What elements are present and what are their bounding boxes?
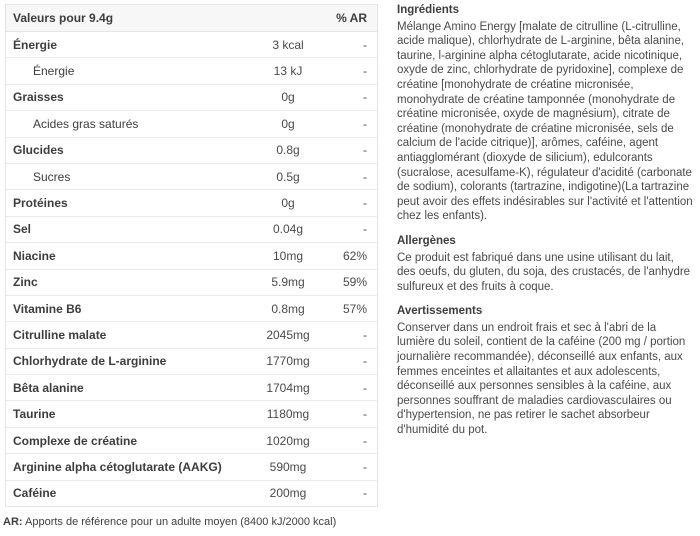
table-row bbox=[6, 296, 377, 322]
row-label: Zinc bbox=[13, 275, 38, 290]
section-heading: Avertissements bbox=[397, 305, 483, 318]
footnote-text: Apports de référence pour un adulte moyen (8400 kJ/2000 kcal) bbox=[25, 516, 337, 529]
row-ar-percent: - bbox=[363, 380, 367, 395]
row-ar-percent: - bbox=[363, 354, 367, 369]
row-ar-percent: - bbox=[363, 143, 367, 158]
row-label: Complexe de créatine bbox=[13, 433, 138, 448]
table-row bbox=[6, 375, 377, 401]
row-value: 5.9mg bbox=[271, 275, 305, 290]
table-header-ar: % AR bbox=[336, 11, 367, 25]
table-row bbox=[6, 58, 377, 84]
row-label: Protéines bbox=[13, 196, 68, 211]
row-value: 200mg bbox=[269, 486, 307, 501]
table-row bbox=[6, 322, 377, 348]
table-body bbox=[6, 32, 377, 507]
row-value: 0g bbox=[281, 90, 295, 105]
row-value: 2045mg bbox=[266, 327, 310, 342]
row-ar-percent: - bbox=[363, 90, 367, 105]
row-ar-percent: 62% bbox=[342, 248, 367, 263]
table-row bbox=[6, 138, 377, 164]
section-heading: Ingrédients bbox=[397, 4, 459, 16]
table-row bbox=[6, 164, 377, 190]
nutrition-table bbox=[5, 4, 378, 507]
row-ar-percent: 57% bbox=[342, 301, 367, 316]
table-row bbox=[6, 349, 377, 375]
row-label: Énergie bbox=[13, 37, 58, 52]
row-value: 0g bbox=[281, 196, 295, 211]
row-ar-percent: - bbox=[363, 433, 367, 448]
row-ar-percent: - bbox=[363, 116, 367, 131]
row-label: Chlorhydrate de L-arginine bbox=[13, 354, 167, 369]
row-ar-percent: 59% bbox=[342, 275, 367, 290]
section-body: Mélange Amino Energy [malate de citrulline (L-citrulline, acide malique), chlorhydrate de L-arginine, bêta alanine, taurine, l-arginine alpha cétoglutarate, acide nicotinique, oxyde de zinc, chlorhydrate de pyridoxine], complexe de créatine [monohydrate de créatine micronisée, monohydrate de créatine tamponnée (monohydrate de créatine micronisée, oxyde de magnésium), citrate de créatine (monohydrate de créatine micronisée, sels de calcium de l'acide citrique)], arômes, caféine, agent antiagglomérant (dioxyde de silicium), edulcorants (sucralose, acesulfame-K), régulateur d'acidité (carbonate de sodium), colorants (tartrazine, indigotine)(La tartrazine peut avoir des effets indésirables sur l'activité et l'attention chez les enfants). bbox=[397, 20, 693, 223]
nutrition-panel bbox=[5, 4, 378, 528]
table-row bbox=[6, 401, 377, 427]
table-header-label: Valeurs pour 9.4g bbox=[13, 11, 114, 25]
row-label: Graisses bbox=[13, 90, 64, 105]
row-value: 3 kcal bbox=[272, 37, 304, 52]
row-label: Bêta alanine bbox=[13, 380, 84, 395]
section-heading: Allergènes bbox=[397, 234, 456, 247]
table-row bbox=[6, 243, 377, 269]
row-ar-percent: - bbox=[363, 459, 367, 474]
row-label: Acides gras saturés bbox=[33, 116, 139, 131]
footnote-label: AR: bbox=[3, 516, 23, 529]
row-label: Niacine bbox=[13, 248, 56, 263]
row-ar-percent: - bbox=[363, 407, 367, 422]
table-row bbox=[6, 428, 377, 454]
table-row bbox=[6, 32, 377, 58]
table-footnote bbox=[3, 516, 378, 528]
section-body: Conserver dans un endroit frais et sec à l'abri de la lumière du soleil, contient de la caféine (200 mg / portion journalière recommandée), déconseillé aux enfants, aux femmes enceintes et allaitantes et aux adolescents, déconseillé aux personnes sensibles à la caféine, aux personnes souffrant de maladies cardiovasculaires ou d'hypertension, ne pas retirer le sachet absorbeur d'humidité du pot. bbox=[397, 321, 686, 437]
row-ar-percent: - bbox=[363, 64, 367, 79]
row-ar-percent: - bbox=[363, 196, 367, 211]
table-row bbox=[6, 111, 377, 137]
info-section bbox=[397, 3, 694, 224]
row-value: 0.8g bbox=[276, 143, 300, 158]
row-value: 13 kJ bbox=[273, 64, 303, 79]
table-row bbox=[6, 85, 377, 111]
row-label: Glucides bbox=[13, 143, 64, 158]
table-row bbox=[6, 190, 377, 216]
row-value: 10mg bbox=[272, 248, 304, 263]
row-ar-percent: - bbox=[363, 37, 367, 52]
row-ar-percent: - bbox=[363, 222, 367, 237]
row-value: 590mg bbox=[269, 459, 307, 474]
table-header-row bbox=[6, 5, 377, 32]
row-label: Taurine bbox=[13, 407, 56, 422]
row-label: Citrulline malate bbox=[13, 327, 107, 342]
row-label: Sel bbox=[13, 222, 32, 237]
row-ar-percent: - bbox=[363, 169, 367, 184]
row-ar-percent: - bbox=[363, 327, 367, 342]
row-label: Vitamine B6 bbox=[13, 301, 82, 316]
row-ar-percent: - bbox=[363, 486, 367, 501]
row-value: 0g bbox=[281, 116, 295, 131]
row-label: Énergie bbox=[33, 64, 75, 79]
table-row bbox=[6, 217, 377, 243]
row-label: Caféine bbox=[13, 486, 57, 501]
row-value: 0.04g bbox=[272, 222, 304, 237]
row-value: 0.5g bbox=[276, 169, 300, 184]
row-label: Sucres bbox=[33, 169, 71, 184]
row-value: 1704mg bbox=[266, 380, 310, 395]
info-panel bbox=[397, 3, 694, 448]
table-row bbox=[6, 481, 377, 507]
info-section bbox=[397, 234, 694, 294]
row-value: 1770mg bbox=[266, 354, 310, 369]
info-section bbox=[397, 304, 694, 437]
row-value: 1020mg bbox=[266, 433, 310, 448]
row-label: Arginine alpha cétoglutarate (AAKG) bbox=[13, 459, 222, 474]
section-body: Ce produit est fabriqué dans une usine utilisant du lait, des oeufs, du gluten, du soja, des crustacés, de l'anhydre sulfureux et des fruits à coque. bbox=[397, 251, 691, 293]
row-value: 1180mg bbox=[266, 407, 310, 422]
table-row bbox=[6, 454, 377, 480]
table-row bbox=[6, 270, 377, 296]
row-value: 0.8mg bbox=[271, 301, 305, 316]
